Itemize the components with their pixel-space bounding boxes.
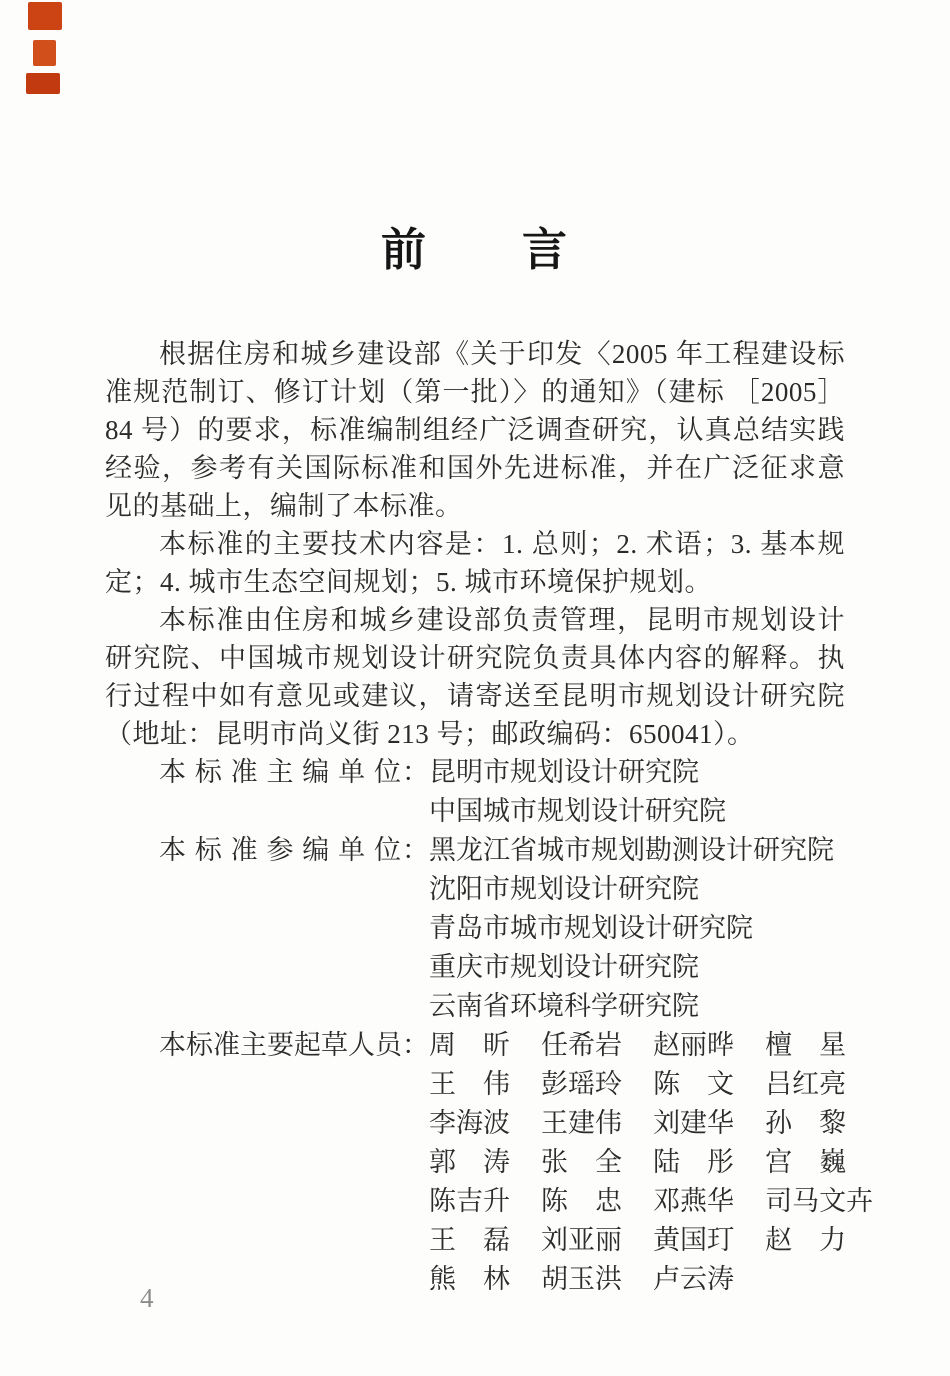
paragraph-management: 本标准由住房和城乡建设部负责管理，昆明市规划设计研究院、中国城市规划设计研究院负责具体内容的解释。执行过程中如有意见或建议，请寄送至昆明市规划设计研究院（地址：昆明市尚义街 213 号；邮政编码：650041）。: [105, 605, 845, 749]
org-name: 青岛市城市规划设计研究院: [429, 913, 753, 943]
drafter-name: 周 昕: [429, 1030, 510, 1060]
drafter-name: 陈 忠: [541, 1186, 623, 1216]
drafters-line: [429, 1143, 901, 1182]
drafter-name: 檀 星: [765, 1030, 847, 1060]
org-name: 云南省环境科学研究院: [429, 991, 699, 1021]
drafter-name: 李海波: [429, 1108, 510, 1138]
drafters-line: [429, 1182, 901, 1221]
participating-editor-row: [159, 831, 845, 1026]
chief-editor-row: [159, 753, 845, 831]
drafter-name: 赵 力: [765, 1225, 847, 1255]
drafters-line: [429, 1260, 901, 1299]
drafter-name: 陆 彤: [653, 1147, 735, 1177]
drafter-name: 王 伟: [429, 1069, 510, 1099]
drafter-name: 邓燕华: [653, 1186, 735, 1216]
scan-artifact-red-2: [33, 40, 56, 66]
chief-editor-label: 本 标 准 主 编 单 位：: [159, 757, 429, 787]
drafter-name: 孙 黎: [765, 1108, 847, 1138]
drafter-name: 彭瑶玲: [541, 1069, 623, 1099]
org-name: 中国城市规划设计研究院: [429, 796, 726, 826]
page-title: 前 言: [380, 225, 569, 275]
drafter-name: 吕红亮: [765, 1069, 847, 1099]
participating-editor-label: 本 标 准 参 编 单 位：: [159, 835, 429, 865]
org-name: 昆明市规划设计研究院: [429, 757, 699, 787]
credits-section: [105, 753, 874, 1299]
drafters-line: [429, 1104, 901, 1143]
drafters-list: [429, 1026, 901, 1299]
drafters-line: [429, 1221, 901, 1260]
drafters-label: 本标准主要起草人员：: [159, 1030, 429, 1060]
paragraph-contents: 本标准的主要技术内容是：1. 总则；2. 术语；3. 基本规定；4. 城市生态空间规划；5. 城市环境保护规划。: [105, 529, 845, 597]
drafter-name: 刘亚丽: [541, 1225, 623, 1255]
drafters-row: [159, 1026, 874, 1299]
drafter-name: 陈 文: [653, 1069, 735, 1099]
drafters-line: [429, 1026, 901, 1065]
chief-editor-units: [429, 753, 845, 831]
drafter-name: 胡玉洪: [541, 1264, 623, 1294]
org-name: 黑龙江省城市规划勘测设计研究院: [429, 835, 834, 865]
org-name: 沈阳市规划设计研究院: [429, 874, 699, 904]
drafters-line: [429, 1065, 901, 1104]
drafter-name: 赵丽晔: [653, 1030, 735, 1060]
scan-artifact-red-1: [28, 2, 62, 30]
drafter-name: 刘建华: [653, 1108, 735, 1138]
drafter-name: 王 磊: [429, 1225, 510, 1255]
scan-artifact-red-3: [26, 73, 60, 94]
org-name: 重庆市规划设计研究院: [429, 952, 699, 982]
participating-editor-units: [429, 831, 845, 1026]
paragraph-basis: 根据住房和城乡建设部《关于印发〈2005 年工程建设标准规范制订、修订计划（第一批）〉的通知》（建标 ［2005］ 84 号）的要求，标准编制组经广泛调查研究，认真总结实践经验，参考有关国际标准和国外先进标准，并在广泛征求意见的基础上，编制了本标准。: [105, 339, 845, 521]
drafter-name: 王建伟: [541, 1108, 623, 1138]
drafter-name: 陈吉升: [429, 1186, 510, 1216]
page-number: 4: [140, 1283, 154, 1313]
drafter-name: 卢云涛: [653, 1264, 735, 1294]
drafter-name: 宫 巍: [765, 1147, 847, 1177]
drafter-name: 黄国玎: [653, 1225, 735, 1255]
drafter-name: 任希岩: [541, 1030, 623, 1060]
drafter-name: 熊 林: [429, 1264, 510, 1294]
drafter-name: 张 全: [541, 1147, 623, 1177]
drafter-name: 司马文卉: [765, 1186, 874, 1216]
drafter-name: 郭 涛: [429, 1147, 510, 1177]
